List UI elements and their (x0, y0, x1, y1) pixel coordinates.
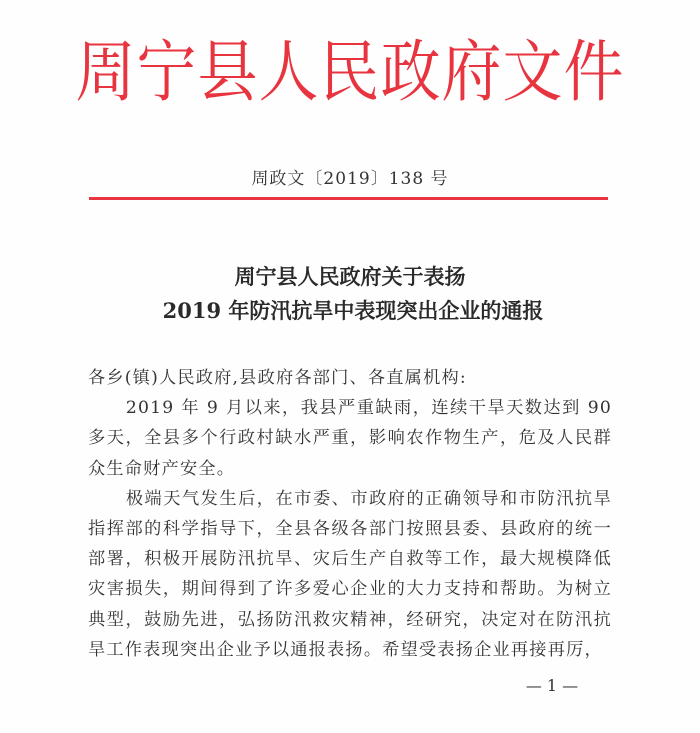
page-number: — 1 — (525, 676, 579, 695)
masthead-title: 周宁县人民政府文件 (75, 33, 625, 112)
body-paragraph-1: 2019 年 9 月以来，我县严重缺雨，连续干旱天数达到 90 多天，全县多个行政村缺水严重，影响农作物生产，危及人民群众生命财产安全。 (88, 398, 612, 479)
document-title (0, 260, 700, 328)
red-divider-line (89, 197, 608, 200)
salutation: 各乡(镇)人民政府,县政府各部门、各直属机构: (88, 368, 467, 388)
document-body (88, 363, 612, 665)
document-title-line-2: 2019 年防汛抗旱中表现突出企业的通报 (162, 298, 544, 323)
document-title-line-1: 周宁县人民政府关于表扬 (234, 264, 466, 289)
document-number: 周政文〔2019〕138 号 (251, 169, 449, 189)
body-paragraph-2: 极端天气发生后，在市委、市政府的正确领导和市防汛抗旱指挥部的科学指导下，全县各级各部门按照县委、县政府的统一部署，积极开展防汛抗旱、灾后生产自救等工作，最大规模降低灾害损失，期间得到了许多爱心企业的大力支持和帮助。为树立典型，鼓励先进，弘扬防汛救灾精神，经研究，决定对在防汛抗旱工作表现突出企业予以通报表扬。希望受表扬企业再接再厉， (88, 488, 612, 660)
